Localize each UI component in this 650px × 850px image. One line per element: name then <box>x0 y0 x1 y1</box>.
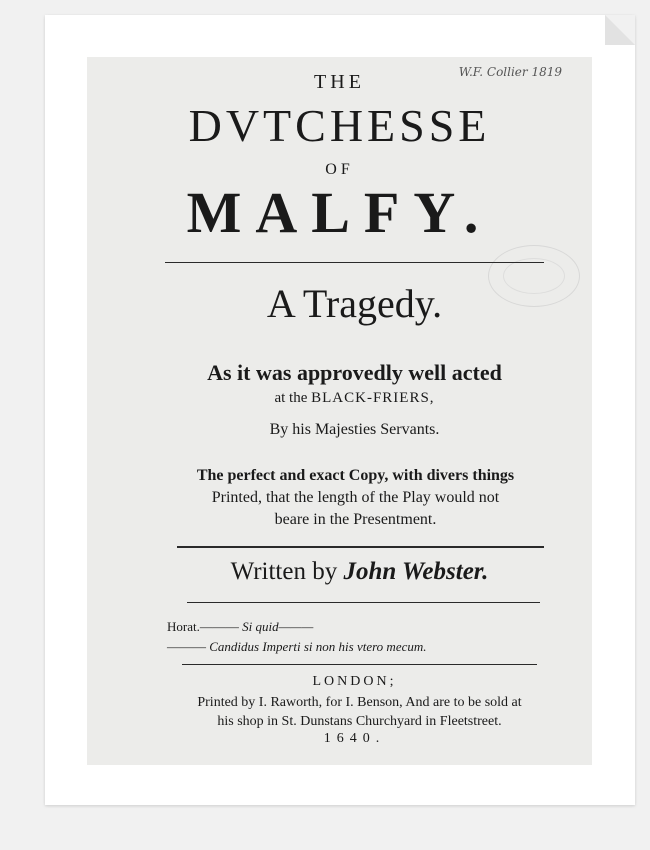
copy-note-line-1: The perfect and exact Copy, with divers things <box>196 467 515 484</box>
title-page <box>87 57 592 765</box>
author-prefix: Written by <box>230 558 338 585</box>
copy-note-line-2: Printed, that the length of the Play would not <box>211 489 500 506</box>
folded-corner <box>605 15 635 45</box>
divider-rule <box>187 602 540 603</box>
epigraph-text-2: Candidus Imperti si non his vtero mecum. <box>209 639 427 654</box>
performance-place: BLACK-FRIERS, <box>311 390 435 406</box>
divider-rule <box>165 262 544 263</box>
performance-prefix: at the <box>274 390 308 406</box>
performance-line-3: By his Majesties Servants. <box>269 421 440 438</box>
imprint-city: LONDON; <box>312 674 397 689</box>
epigraph-attribution: Horat.——— <box>167 619 239 634</box>
author-line <box>87 558 592 586</box>
subtitle: A Tragedy. <box>266 281 443 326</box>
epigraph-text-1: Si quid——— <box>242 619 314 634</box>
imprint-text <box>157 693 562 731</box>
copy-note-line-3: beare in the Presentment. <box>274 511 437 528</box>
divider-rule <box>182 664 537 665</box>
copy-note <box>157 465 554 531</box>
author-name: John Webster. <box>343 558 489 585</box>
title-malfy: MALFY. <box>186 180 493 245</box>
handwritten-annotation: W.F. Collier 1819 <box>458 65 562 79</box>
title-of: OF <box>325 161 354 178</box>
imprint-line-2: his shop in St. Dunstans Churchyard in Fleetstreet. <box>217 714 502 729</box>
imprint-line-1: Printed by I. Raworth, for I. Benson, And are to be sold at <box>197 695 522 710</box>
epigraph-dash: ——— <box>167 639 206 654</box>
epigraph-line-2 <box>167 639 427 655</box>
epigraph-line-1 <box>167 619 313 635</box>
divider-rule <box>177 546 544 548</box>
performance-line-1: As it was approvedly well acted <box>207 360 502 385</box>
title-the: THE <box>314 71 365 93</box>
performance-line-2 <box>87 390 592 407</box>
title-dutchesse: DVTCHESSE <box>188 100 491 151</box>
imprint-year: 1640. <box>323 731 386 746</box>
